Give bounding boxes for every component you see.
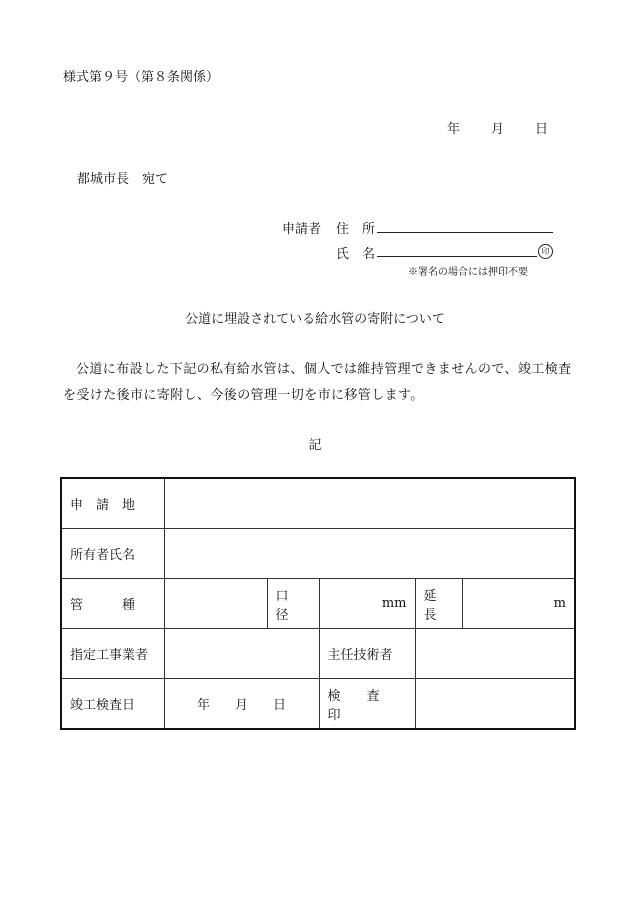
address-field[interactable] <box>377 232 553 233</box>
diameter-unit: mm <box>381 596 407 611</box>
inspection-seal-field[interactable] <box>415 679 575 730</box>
table-row <box>61 629 575 679</box>
chief-engineer-label: 主任技術者 <box>319 629 415 679</box>
length-unit: m <box>553 596 566 611</box>
detail-table <box>60 477 576 730</box>
completion-date-field[interactable] <box>164 679 319 730</box>
table-row <box>61 579 575 629</box>
inspection-seal-label: 検 査 印 <box>319 679 415 730</box>
name-field[interactable] <box>377 256 537 257</box>
diameter-label: 口 径 <box>267 579 319 629</box>
application-site-field[interactable] <box>164 478 575 529</box>
ki-heading: 記 <box>308 438 322 453</box>
completion-month: 月 <box>234 698 248 713</box>
address-label: 住 所 <box>336 222 376 237</box>
addressee: 都城市長 宛て <box>77 172 169 187</box>
completion-year: 年 <box>196 698 210 713</box>
seal-note: ※署名の場合には押印不要 <box>408 267 528 278</box>
table-row <box>61 478 575 529</box>
length-label: 延 長 <box>415 579 462 629</box>
application-site-label: 申 請 地 <box>61 478 164 529</box>
completion-date-label: 竣工検査日 <box>61 679 164 730</box>
document-title: 公道に埋設されている給水管の寄附について <box>185 312 445 327</box>
date-line <box>447 118 548 137</box>
owner-name-field[interactable] <box>164 529 575 579</box>
chief-engineer-field[interactable] <box>415 629 575 679</box>
seal-mark: 印 <box>538 244 553 259</box>
owner-name-label: 所有者氏名 <box>61 529 164 579</box>
diameter-field[interactable] <box>319 579 415 629</box>
length-field[interactable] <box>462 579 575 629</box>
date-month: 月 <box>491 122 505 137</box>
contractor-label: 指定工事業者 <box>61 629 164 679</box>
body-text: 公道に布設した下記の私有給水管は、個人では維持管理できませんので、竣工検査を受けた後市に寄附し、今後の管理一切を市に移管します。 <box>63 362 572 403</box>
form-number: 様式第９号（第８条関係） <box>63 70 220 85</box>
date-day: 日 <box>535 122 549 137</box>
completion-day: 日 <box>272 698 286 713</box>
date-year: 年 <box>447 122 461 137</box>
table-row <box>61 679 575 730</box>
pipe-type-label: 管 種 <box>61 579 164 629</box>
name-label: 氏 名 <box>336 247 376 262</box>
contractor-field[interactable] <box>164 629 319 679</box>
applicant-label: 申請者 <box>282 222 322 237</box>
pipe-type-field[interactable] <box>164 579 267 629</box>
table-row <box>61 529 575 579</box>
